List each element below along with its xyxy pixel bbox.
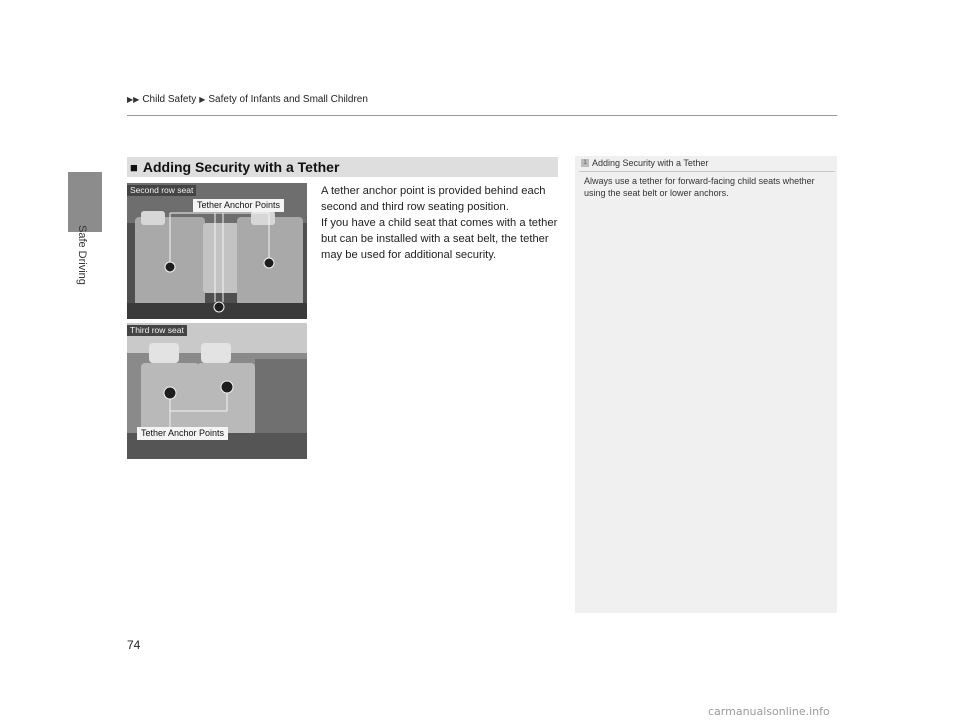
- third-row-tag: Third row seat: [127, 325, 187, 336]
- section-title: Adding Security with a Tether: [142, 159, 340, 175]
- note-header: [581, 158, 708, 168]
- page-number: 74: [127, 638, 141, 652]
- sidebar-section-label: Safe Driving: [76, 225, 88, 285]
- breadcrumb-arrow-icon: ▶▶: [127, 95, 140, 104]
- third-row-anchor-callout: Tether Anchor Points: [137, 427, 228, 440]
- breadcrumb-item-infants[interactable]: Safety of Infants and Small Children: [208, 94, 368, 105]
- body-paragraph: If you have a child seat that comes with a tether but can be installed with a seat belt, the tether may be used for additional security.: [321, 217, 558, 261]
- second-row-seat-image: [127, 183, 307, 319]
- note-body: Always use a tether for forward-facing child seats whether using the seat belt or lower anchors.: [584, 176, 815, 198]
- section-square-icon: ■: [130, 159, 138, 175]
- side-note-panel: [575, 156, 837, 613]
- note-title: Adding Security with a Tether: [592, 158, 709, 168]
- note-divider: [579, 171, 835, 172]
- header-rule: [127, 115, 837, 116]
- second-row-anchor-callout: Tether Anchor Points: [193, 199, 284, 212]
- body-paragraph: A tether anchor point is provided behind each second and third row seating position.: [321, 185, 546, 213]
- breadcrumb-arrow-icon: ▶: [199, 95, 206, 104]
- note-marker-icon: 1: [581, 159, 589, 167]
- body-text: [321, 183, 561, 263]
- sidebar-tab-block: [68, 172, 102, 232]
- section-header: [127, 157, 558, 177]
- breadcrumb-item-child-safety[interactable]: Child Safety: [142, 94, 197, 105]
- second-row-tag: Second row seat: [127, 185, 196, 196]
- watermark-text[interactable]: carmanualsonline.info: [708, 705, 830, 718]
- breadcrumb: [127, 94, 368, 105]
- third-row-seat-image: [127, 323, 307, 459]
